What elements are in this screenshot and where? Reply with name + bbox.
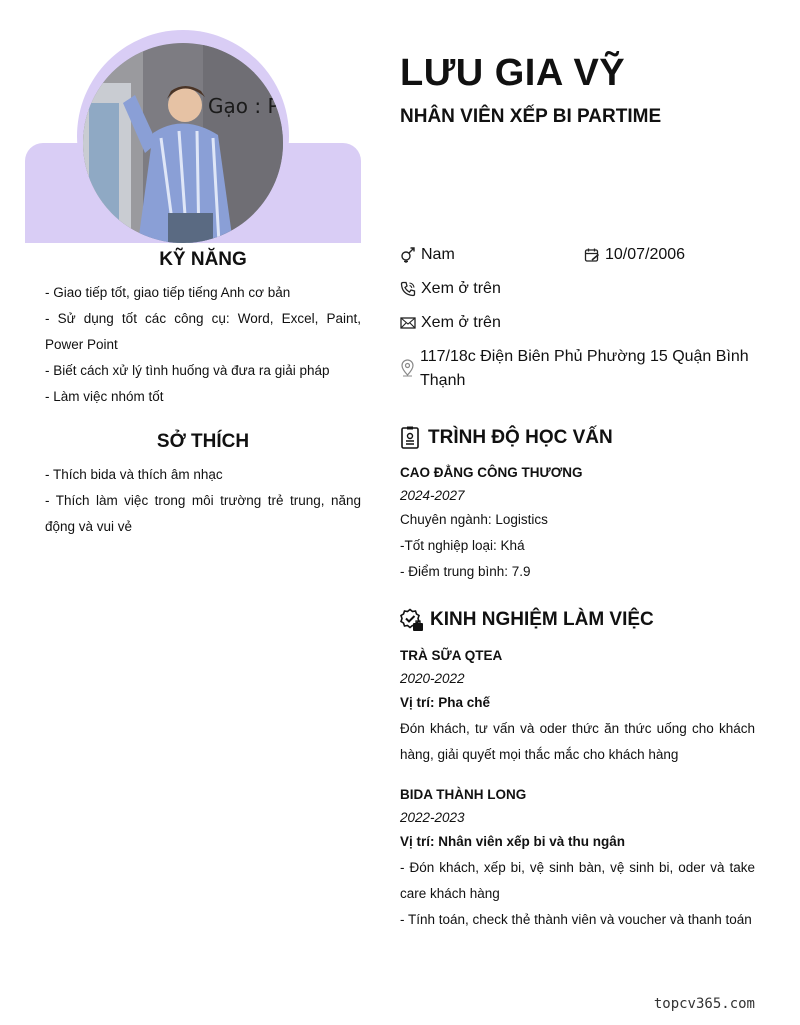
job-years: 2022-2023: [400, 810, 465, 825]
email-value: Xem ở trên: [421, 314, 501, 331]
avatar: [83, 43, 283, 243]
site-watermark: topcv365.com: [653, 996, 755, 1012]
graduation-certificate-icon: [400, 426, 422, 450]
job-position: Vị trí: Nhân viên xếp bi và thu ngân: [400, 834, 626, 849]
address-value: 117/18c Điện Biên Phủ Phường 15 Quận Bình Thạnh: [420, 348, 749, 389]
work-badge-icon: [400, 608, 424, 632]
company-name: TRÀ SỮA QTEA: [400, 648, 503, 663]
skill-item: - Giao tiếp tốt, giao tiếp tiếng Anh cơ bản: [45, 285, 291, 300]
address-info: [400, 345, 755, 393]
school-name: CAO ĐẲNG CÔNG THƯƠNG: [400, 465, 583, 480]
job-entry: [400, 783, 755, 933]
skill-item: - Sử dụng tốt các công cụ: Word, Excel, Paint, Power Point: [45, 311, 361, 352]
hobbies-list: [45, 462, 361, 540]
gender-value: Nam: [421, 246, 455, 263]
job-detail: Đón khách, tư vấn và oder thức ăn thức uống cho khách hàng, giải quyết mọi thắc mắc cho khách hàng: [400, 721, 755, 762]
company-name: BIDA THÀNH LONG: [400, 787, 527, 802]
skill-item: - Làm việc nhóm tốt: [45, 389, 164, 404]
job-detail: - Đón khách, xếp bi, vệ sinh bàn, vệ sinh bi, oder và take care khách hàng: [400, 860, 755, 901]
phone-info: [400, 277, 501, 301]
education-detail: Chuyên ngành: Logistics: [400, 512, 548, 527]
experience-title: [400, 608, 654, 632]
avatar-photo: [83, 43, 283, 243]
skill-item: - Biết cách xử lý tình huống và đưa ra giải pháp: [45, 363, 330, 378]
education-years: 2024-2027: [400, 488, 465, 503]
candidate-role: NHÂN VIÊN XẾP BI PARTIME: [400, 106, 662, 127]
gender-info: [400, 243, 455, 267]
email-info: [400, 311, 501, 335]
dob-info: [584, 243, 685, 267]
phone-icon: [400, 281, 416, 297]
hobby-item: - Thích làm việc trong môi trường trẻ trung, năng động và vui vẻ: [45, 493, 361, 534]
skills-list: [45, 280, 361, 410]
job-detail: - Tính toán, check thẻ thành viên và voucher và thanh toán: [400, 912, 752, 927]
job-position: Vị trí: Pha chế: [400, 695, 491, 710]
email-icon: [400, 315, 416, 331]
experience-title-text: KINH NGHIỆM LÀM VIỆC: [430, 609, 654, 630]
education-detail: - Điểm trung bình: 7.9: [400, 564, 531, 579]
education-title: [400, 426, 613, 450]
education-title-text: TRÌNH ĐỘ HỌC VẤN: [428, 427, 613, 448]
calendar-icon: [584, 247, 600, 263]
education-entry: [400, 461, 755, 585]
hobbies-title: SỞ THÍCH: [156, 431, 250, 452]
education-detail: -Tốt nghiệp loại: Khá: [400, 538, 525, 553]
dob-value: 10/07/2006: [605, 246, 686, 263]
candidate-name: LƯU GIA VỸ: [400, 52, 626, 94]
job-years: 2020-2022: [400, 671, 465, 686]
job-entry: [400, 644, 755, 768]
phone-value: Xem ở trên: [421, 280, 501, 297]
location-pin-icon: [400, 359, 415, 377]
gender-icon: [400, 247, 416, 263]
hobby-item: - Thích bida và thích âm nhạc: [45, 467, 223, 482]
skills-title: KỸ NĂNG: [159, 249, 247, 270]
photo-caption: Gạo : P: [208, 94, 280, 118]
